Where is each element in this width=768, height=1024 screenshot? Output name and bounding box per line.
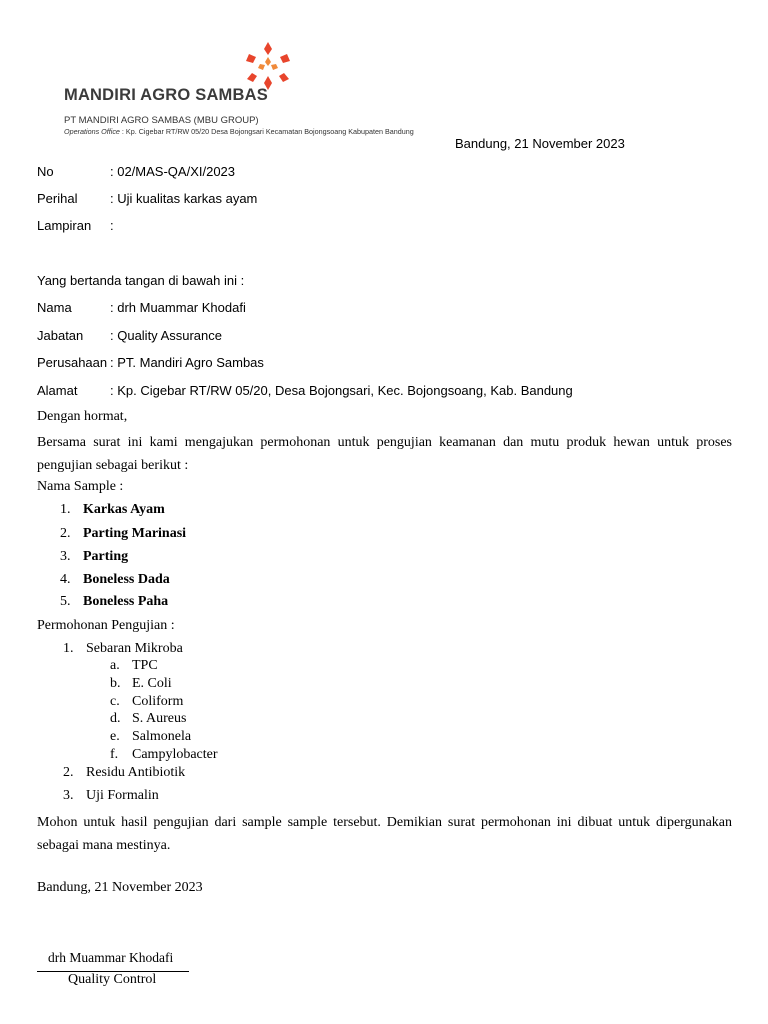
sample-name: Parting Marinasi: [83, 526, 187, 541]
greeting: Dengan hormat,: [37, 409, 128, 424]
list-number: 5.: [60, 594, 71, 609]
meta-value: : 02/MAS-QA/XI/2023: [110, 164, 236, 179]
microbe-name: TPC: [132, 658, 158, 673]
microbe-list-item: [110, 694, 183, 710]
request-list-item: [63, 765, 185, 781]
signature-name: drh Muammar Khodafi: [48, 950, 174, 965]
list-number: 1.: [60, 502, 71, 517]
company-office-address: [64, 127, 414, 136]
request-heading: Permohonan Pengujian :: [37, 618, 175, 633]
company-brand-name: MANDIRI AGRO SAMBAS: [64, 86, 268, 104]
meta-value: :: [110, 218, 114, 233]
list-letter: a.: [110, 658, 120, 673]
list-letter: e.: [110, 729, 120, 744]
sample-list-item: [60, 502, 165, 518]
signer-value: : Quality Assurance: [110, 328, 222, 343]
microbe-name: Coliform: [132, 694, 184, 709]
request-name: Residu Antibiotik: [86, 765, 186, 780]
meta-row-number: [37, 164, 235, 179]
list-letter: b.: [110, 676, 121, 691]
list-number: 4.: [60, 572, 71, 587]
sample-list-item: [60, 572, 170, 588]
sample-name: Karkas Ayam: [83, 502, 165, 517]
office-label: Operations Office: [64, 127, 120, 136]
meta-label: No: [37, 164, 54, 179]
signer-label: Perusahaan: [37, 355, 108, 370]
letter-date: Bandung, 21 November 2023: [455, 136, 625, 151]
list-letter: f.: [110, 747, 119, 762]
closing-date: Bandung, 21 November 2023: [37, 880, 203, 895]
signer-value: : Kp. Cigebar RT/RW 05/20, Desa Bojongsari, Kec. Bojongsoang, Kab. Bandung: [110, 383, 573, 398]
microbe-name: E. Coli: [132, 676, 172, 691]
signer-row-name: [37, 300, 246, 315]
sample-list-item: [60, 594, 168, 610]
sample-name: Boneless Dada: [83, 572, 170, 587]
company-logo-icon: [243, 40, 293, 92]
microbe-list-item: [110, 747, 218, 763]
meta-row-subject: [37, 191, 257, 206]
meta-row-attachment: [37, 218, 114, 233]
signer-row-position: [37, 328, 222, 343]
sample-name: Boneless Paha: [83, 594, 169, 609]
microbe-list-item: [110, 658, 158, 674]
sample-heading: Nama Sample :: [37, 479, 124, 494]
signer-row-company: [37, 355, 264, 370]
request-list-item: [63, 641, 183, 657]
body-paragraph: Bersama surat ini kami mengajukan permohonan untuk pengujian keamanan dan mutu produk hewan untuk proses pengujian sebagai berikut :: [37, 435, 732, 473]
meta-value: : Uji kualitas karkas ayam: [110, 191, 258, 206]
microbe-list-item: [110, 711, 186, 727]
request-name: Uji Formalin: [86, 788, 159, 803]
microbe-name: S. Aureus: [132, 711, 187, 726]
company-full-name: PT MANDIRI AGRO SAMBAS (MBU GROUP): [64, 115, 259, 126]
list-letter: d.: [110, 711, 121, 726]
sample-name: Parting: [83, 549, 129, 564]
signer-value: : PT. Mandiri Agro Sambas: [110, 355, 264, 370]
list-number: 1.: [63, 641, 74, 656]
request-name: Sebaran Mikroba: [86, 641, 183, 656]
list-letter: c.: [110, 694, 120, 709]
microbe-list-item: [110, 729, 191, 745]
meta-label: Lampiran: [37, 218, 92, 233]
sample-list-item: [60, 526, 186, 542]
signer-label: Jabatan: [37, 328, 84, 343]
signature-title: Quality Control: [68, 972, 157, 987]
office-address-text: : Kp. Cigebar RT/RW 05/20 Desa Bojongsari Kecamatan Bojongsoang Kabupaten Bandung: [119, 127, 414, 136]
sample-list-item: [60, 549, 128, 565]
meta-label: Perihal: [37, 191, 78, 206]
signer-row-address: [37, 383, 573, 398]
signer-label: Alamat: [37, 383, 78, 398]
list-number: 2.: [63, 765, 74, 780]
request-list-item: [63, 788, 159, 804]
list-number: 2.: [60, 526, 71, 541]
closing-paragraph: Mohon untuk hasil pengujian dari sample sample tersebut. Demikian surat permohonan ini dibuat untuk dipergunakan sebagai mana mestinya.: [37, 815, 732, 853]
microbe-name: Campylobacter: [132, 747, 218, 762]
signer-label: Nama: [37, 300, 72, 315]
microbe-name: Salmonela: [132, 729, 192, 744]
intro-statement: Yang bertanda tangan di bawah ini :: [37, 273, 245, 288]
list-number: 3.: [63, 788, 74, 803]
signer-value: : drh Muammar Khodafi: [110, 300, 246, 315]
microbe-list-item: [110, 676, 172, 692]
list-number: 3.: [60, 549, 71, 564]
